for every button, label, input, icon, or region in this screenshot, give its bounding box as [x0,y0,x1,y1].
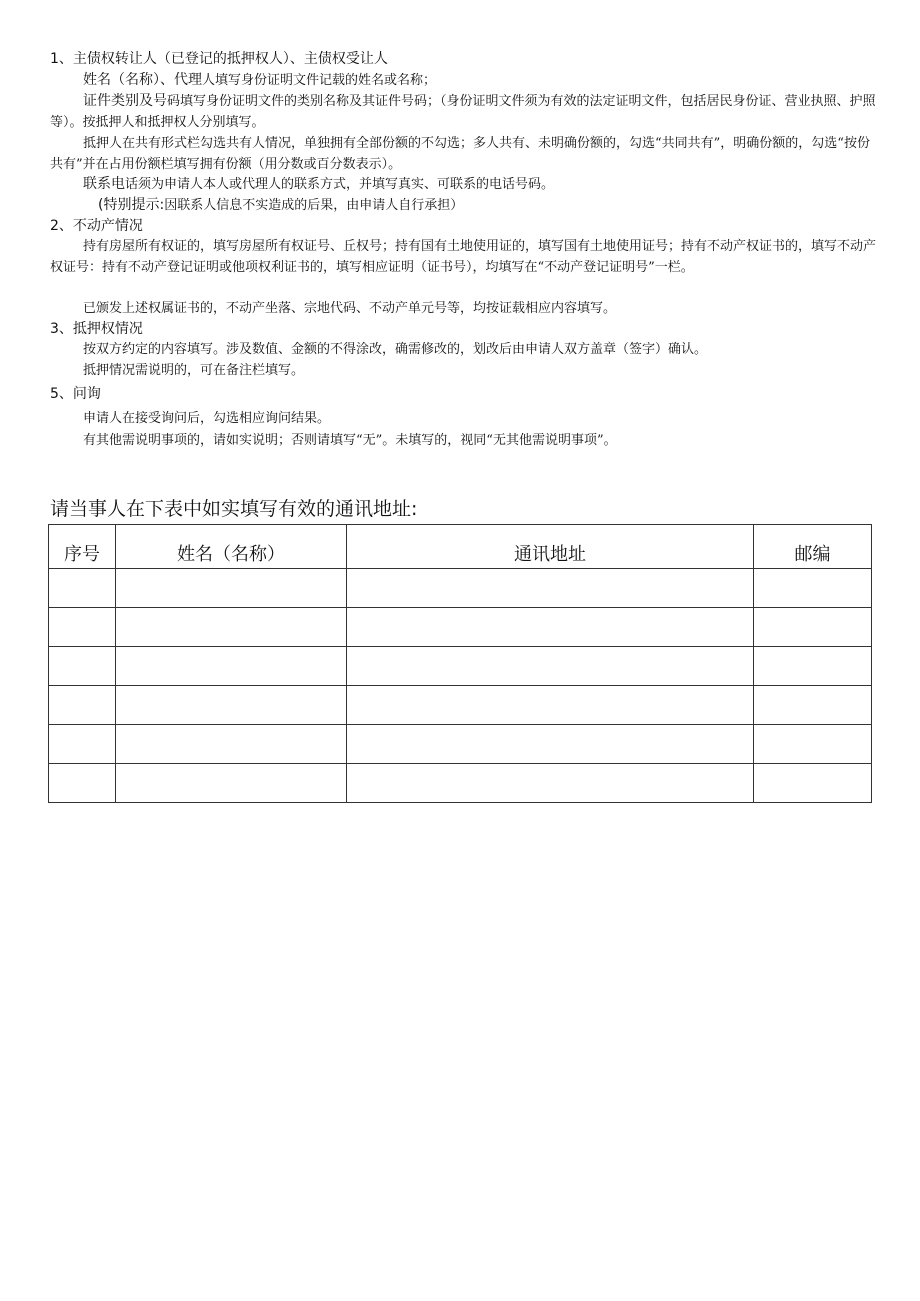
phone-lead: 联系电 [83,176,125,192]
section-2-title: 2、不动产情况 [50,218,143,234]
share-instruction: 抵押人在共有形式栏勾选共有人情况，单独拥有全部份额的不勾选；多人共有、未明确份额的，勾选“共同共有”，明确份额的，勾选“按份共有”并在占用份额栏填写拥有份额（用分数或百分数表示）。 [50,136,870,172]
cell-postcode[interactable] [754,764,872,803]
cell-address[interactable] [347,725,754,764]
cell-postcode[interactable] [754,725,872,764]
cell-index[interactable] [49,725,116,764]
cell-postcode[interactable] [754,569,872,608]
cell-name[interactable] [116,725,347,764]
cell-address[interactable] [347,686,754,725]
name-text: 人填写身份证明文件记载的姓名或名称； [202,73,437,88]
table-row [49,608,872,647]
cell-postcode[interactable] [754,686,872,725]
phone-instruction [83,174,554,195]
cell-name[interactable] [116,608,347,647]
inquiry-other-note: 有其他需说明事项的，请如实说明；否则请填写“无”。未填写的，视同“无其他需说明事项”。 [83,433,617,448]
property-instruction: 持有房屋所有权证的，填写房屋所有权证号、丘权号；持有国有土地使用证的，填写国有土地使用证号；持有不动产权证书的，填写不动产权证号：持有不动产登记证明或他项权利证书的，填写相应证明（证书号），均填写在“不动产登记证明号”一栏。 [50,239,877,275]
cell-index[interactable] [49,608,116,647]
property-issued-note: 已颁发上述权属证书的，不动产坐落、宗地代码、不动产单元号等，均按证载相应内容填写。 [83,301,617,316]
cell-address[interactable] [347,569,754,608]
id-lead: 证件类别及号 [83,93,167,109]
cell-index[interactable] [49,686,116,725]
table-row [49,569,872,608]
inquiry-instruction: 申请人在接受询问后，勾选相应询问结果。 [83,411,331,426]
cell-postcode[interactable] [754,608,872,647]
tip-text: 因联系人信息不实造成的后果，由申请人自行承担） [164,198,464,213]
address-table-header-row [49,525,872,569]
cell-postcode[interactable] [754,647,872,686]
name-lead: 姓名（名称）、代理 [83,72,202,88]
name-instruction [83,70,436,91]
table-row [49,764,872,803]
cell-address[interactable] [347,608,754,647]
address-table [48,524,872,803]
id-text: 码填写身份证明文件的类别名称及其证件号码；（身份证明文件须为有效的法定证明文件，包括居民身份证、营业执照、护照等）。按抵押人和抵押权人分别填写。 [50,94,876,130]
mortgage-instruction: 按双方约定的内容填写。涉及数值、金额的不得涂改，确需修改的，划改后由申请人双方盖章（签字）确认。 [83,342,708,357]
cell-name[interactable] [116,647,347,686]
table-row [49,647,872,686]
section-1-title: 1、主债权转让人（已登记的抵押权人）、主债权受让人 [50,51,388,67]
cell-name[interactable] [116,686,347,725]
tip-lead: (特别提示: [98,197,165,213]
cell-address[interactable] [347,647,754,686]
cell-index[interactable] [49,569,116,608]
address-table-heading: 请当事人在下表中如实填写有效的通讯地址: [50,498,418,520]
cell-address[interactable] [347,764,754,803]
mortgage-remark-note: 抵押情况需说明的，可在备注栏填写。 [83,363,305,378]
column-header-name: 姓名（名称） [116,525,347,569]
table-row [49,686,872,725]
cell-name[interactable] [116,764,347,803]
id-instruction [50,91,882,133]
special-tip [98,195,463,216]
cell-index[interactable] [49,764,116,803]
section-5-title: 5、问询 [50,386,101,402]
column-header-postcode: 邮编 [754,525,872,569]
cell-index[interactable] [49,647,116,686]
section-3-title: 3、抵押权情况 [50,321,143,337]
table-row [49,725,872,764]
phone-text: 话须为申请人本人或代理人的联系方式，并填写真实、可联系的电话号码。 [125,177,555,192]
cell-name[interactable] [116,569,347,608]
column-header-index: 序号 [49,525,116,569]
column-header-address: 通讯地址 [347,525,754,569]
